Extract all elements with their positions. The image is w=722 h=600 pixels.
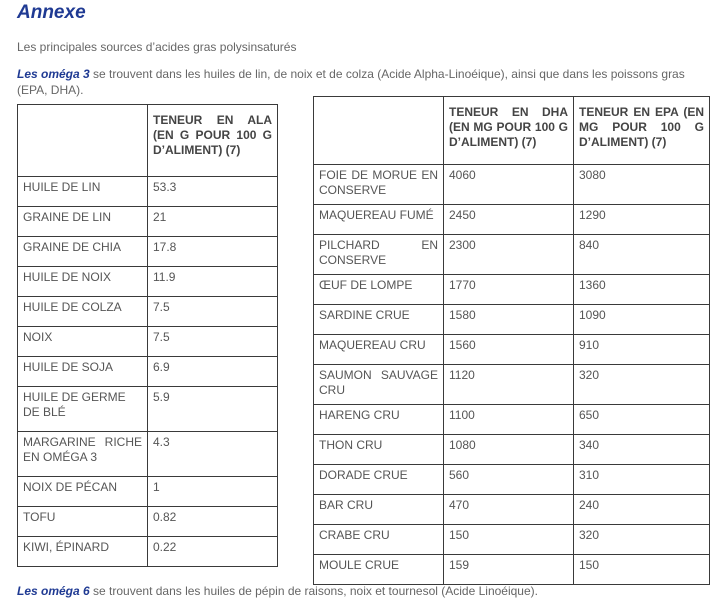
value-cell: 21	[148, 207, 278, 237]
table-row	[314, 465, 710, 495]
table-row	[314, 405, 710, 435]
ala-table	[17, 104, 278, 567]
table-row	[314, 495, 710, 525]
food-cell: MAQUEREAU FUMÉ	[314, 205, 444, 235]
epa-cell: 910	[574, 335, 710, 365]
value-cell: 7.5	[148, 327, 278, 357]
table-row	[18, 387, 278, 432]
omega6-emphasis: Les oméga 6	[17, 584, 90, 598]
food-cell: SAUMON SAUVAGE CRU	[314, 365, 444, 405]
table-row	[18, 432, 278, 477]
table-row	[314, 305, 710, 335]
food-cell: TOFU	[18, 507, 148, 537]
table-header-cell: TENEUR EN DHA (EN MG POUR 100 G D’ALIMENT) (7)	[444, 97, 574, 165]
epa-cell: 310	[574, 465, 710, 495]
epa-cell: 1090	[574, 305, 710, 335]
value-cell: 0.82	[148, 507, 278, 537]
food-cell: PILCHARD EN CONSERVE	[314, 235, 444, 275]
table-header-cell: TENEUR EN EPA (EN MG POUR 100 G D’ALIMENT) (7)	[574, 97, 710, 165]
value-cell: 0.22	[148, 537, 278, 567]
table-row	[18, 177, 278, 207]
food-cell: THON CRU	[314, 435, 444, 465]
dha-cell: 2450	[444, 205, 574, 235]
epa-cell: 150	[574, 555, 710, 585]
omega3-intro	[17, 66, 717, 98]
table-row	[314, 365, 710, 405]
value-cell: 6.9	[148, 357, 278, 387]
value-cell: 7.5	[148, 297, 278, 327]
epa-cell: 1360	[574, 275, 710, 305]
value-cell: 4.3	[148, 432, 278, 477]
dha-epa-table	[313, 96, 710, 585]
dha-cell: 1120	[444, 365, 574, 405]
table-row	[314, 235, 710, 275]
value-cell: 53.3	[148, 177, 278, 207]
value-cell: 11.9	[148, 267, 278, 297]
table-header-cell	[18, 105, 148, 177]
table-row	[314, 335, 710, 365]
food-cell: ŒUF DE LOMPE	[314, 275, 444, 305]
table-row	[314, 205, 710, 235]
table-row	[314, 165, 710, 205]
table-row	[18, 237, 278, 267]
dha-cell: 1580	[444, 305, 574, 335]
dha-cell: 150	[444, 525, 574, 555]
table-header-row	[18, 105, 278, 177]
table-header-row	[314, 97, 710, 165]
table-row	[314, 275, 710, 305]
food-cell: KIWI, ÉPINARD	[18, 537, 148, 567]
food-cell: HARENG CRU	[314, 405, 444, 435]
table-header-cell	[314, 97, 444, 165]
epa-cell: 840	[574, 235, 710, 275]
omega6-text: se trouvent dans les huiles de pépin de raisons, noix et tournesol (Acide Linoéique).	[89, 584, 538, 598]
dha-cell: 470	[444, 495, 574, 525]
epa-cell: 340	[574, 435, 710, 465]
table-row	[18, 507, 278, 537]
food-cell: HUILE DE COLZA	[18, 297, 148, 327]
epa-cell: 1290	[574, 205, 710, 235]
food-cell: CRABE CRU	[314, 525, 444, 555]
table-row	[314, 555, 710, 585]
dha-cell: 159	[444, 555, 574, 585]
epa-cell: 3080	[574, 165, 710, 205]
table-row	[18, 537, 278, 567]
dha-cell: 1770	[444, 275, 574, 305]
table-row	[18, 267, 278, 297]
table-row	[314, 435, 710, 465]
food-cell: HUILE DE NOIX	[18, 267, 148, 297]
food-cell: BAR CRU	[314, 495, 444, 525]
food-cell: MARGARINE RICHE EN OMÉGA 3	[18, 432, 148, 477]
epa-cell: 650	[574, 405, 710, 435]
dha-cell: 560	[444, 465, 574, 495]
epa-cell: 240	[574, 495, 710, 525]
table-header-cell: TENEUR EN ALA (EN G POUR 100 G D’ALIMENT) (7)	[148, 105, 278, 177]
dha-cell: 4060	[444, 165, 574, 205]
epa-cell: 320	[574, 525, 710, 555]
table-row	[314, 525, 710, 555]
epa-cell: 320	[574, 365, 710, 405]
food-cell: HUILE DE LIN	[18, 177, 148, 207]
value-cell: 17.8	[148, 237, 278, 267]
page-title: Annexe	[17, 2, 86, 23]
value-cell: 5.9	[148, 387, 278, 432]
table-row	[18, 327, 278, 357]
dha-cell: 1560	[444, 335, 574, 365]
subtitle: Les principales sources d’acides gras polysinsaturés	[17, 40, 297, 54]
dha-cell: 1080	[444, 435, 574, 465]
food-cell: MOULE CRUE	[314, 555, 444, 585]
food-cell: HUILE DE GERME DE BLÉ	[18, 387, 148, 432]
table-row	[18, 207, 278, 237]
food-cell: GRAINE DE CHIA	[18, 237, 148, 267]
table-row	[18, 477, 278, 507]
food-cell: MAQUEREAU CRU	[314, 335, 444, 365]
food-cell: GRAINE DE LIN	[18, 207, 148, 237]
food-cell: DORADE CRUE	[314, 465, 444, 495]
food-cell: SARDINE CRUE	[314, 305, 444, 335]
value-cell: 1	[148, 477, 278, 507]
food-cell: NOIX DE PÉCAN	[18, 477, 148, 507]
omega6-outro	[17, 584, 717, 598]
omega3-emphasis: Les oméga 3	[17, 67, 90, 81]
food-cell: NOIX	[18, 327, 148, 357]
table-row	[18, 357, 278, 387]
food-cell: FOIE DE MORUE EN CONSERVE	[314, 165, 444, 205]
food-cell: HUILE DE SOJA	[18, 357, 148, 387]
dha-cell: 2300	[444, 235, 574, 275]
table-row	[18, 297, 278, 327]
omega3-text: se trouvent dans les huiles de lin, de noix et de colza (Acide Alpha-Linoéique), ainsi que dans les poissons gras (EPA, DHA).	[17, 67, 685, 97]
dha-cell: 1100	[444, 405, 574, 435]
